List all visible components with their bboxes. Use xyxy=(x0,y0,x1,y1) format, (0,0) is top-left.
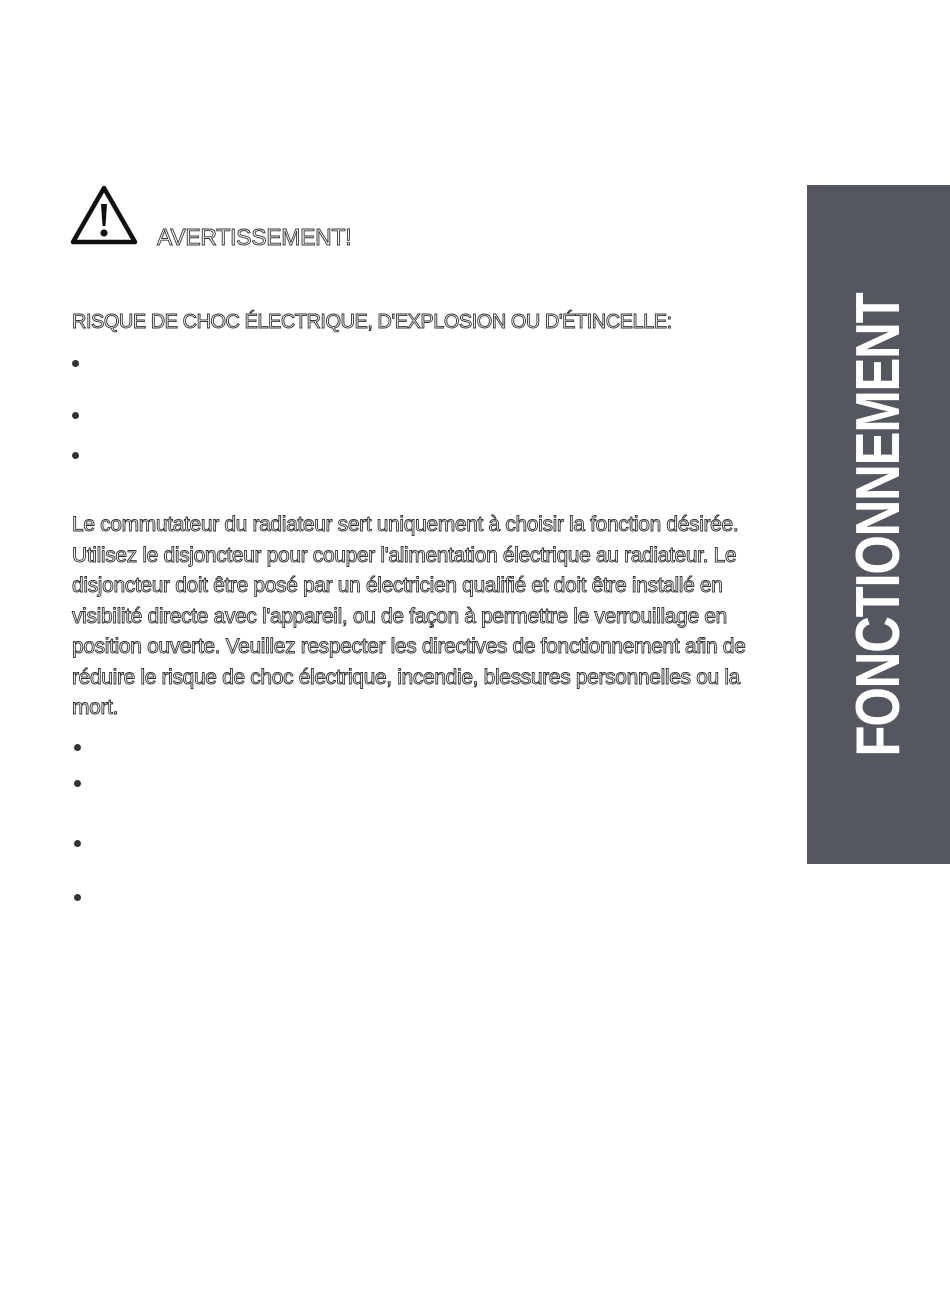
operation-bullet-1 xyxy=(74,744,81,751)
operation-bullet-2 xyxy=(74,780,81,787)
paragraph-line: réduire le risque de choc électrique, incendie, blessures personnelles ou la xyxy=(72,665,740,689)
operation-paragraph xyxy=(72,510,772,724)
section-side-tab xyxy=(807,185,950,864)
paragraph-line: disjoncteur doit être posé par un électricien qualifié et doit être installé en xyxy=(72,574,723,597)
risk-bullet-1 xyxy=(72,360,79,367)
side-tab-label-text: FONCTIONNEMENT xyxy=(843,293,913,756)
operation-bullet-4 xyxy=(74,894,81,901)
risk-heading: RISQUE DE CHOC ÉLECTRIQUE, D'EXPLOSION OU D'ÉTINCELLE: xyxy=(72,311,672,333)
warning-triangle-icon xyxy=(70,184,138,246)
paragraph-line: visibilité directe avec l'appareil, ou de façon à permettre le verrouillage en xyxy=(72,604,727,628)
risk-bullet-3 xyxy=(72,452,79,459)
warning-title: AVERTISSEMENT! xyxy=(157,224,352,250)
side-tab-label xyxy=(843,242,913,807)
paragraph-line: Utilisez le disjoncteur pour couper l'alimentation électrique au radiateur. Le xyxy=(72,543,737,567)
paragraph-line: Le commutateur du radiateur sert uniquement à choisir la fonction désirée. xyxy=(72,513,739,536)
operation-bullet-3 xyxy=(74,840,81,847)
paragraph-line: mort. xyxy=(72,696,119,719)
paragraph-line: position ouverte. Veuillez respecter les directives de fonctionnement afin de xyxy=(72,635,746,658)
risk-bullet-2 xyxy=(72,412,79,419)
